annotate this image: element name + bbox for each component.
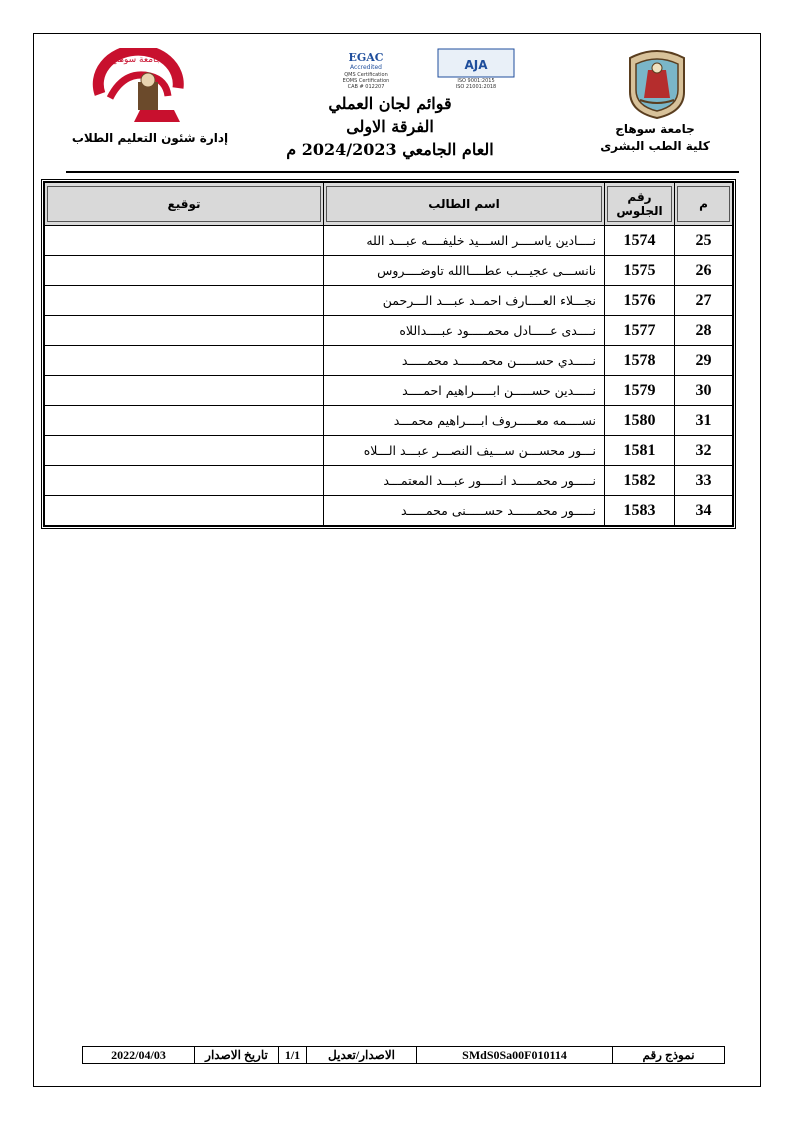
sohag-student-affairs-logo xyxy=(80,48,198,126)
row-seat-number: 1580 xyxy=(605,406,675,436)
row-signature-cell[interactable] xyxy=(45,406,324,436)
row-seat-number: 1575 xyxy=(605,256,675,286)
table-row xyxy=(45,316,733,346)
row-index: 25 xyxy=(675,226,733,256)
footer-revision-value: 1/1 xyxy=(278,1047,306,1063)
table-row xyxy=(45,436,733,466)
table-row xyxy=(45,226,733,256)
row-student-name: نـــــدين حســـــن ابـــــراهيم احمــــد xyxy=(324,376,605,406)
table-row xyxy=(45,346,733,376)
row-seat-number: 1578 xyxy=(605,346,675,376)
row-student-name: نــــادين ياســــر الســـيد خليفــــه عبـــد الله xyxy=(324,226,605,256)
row-seat-number: 1576 xyxy=(605,286,675,316)
row-student-name: نـــــدي حســـــن محمــــــد محمـــــد xyxy=(324,346,605,376)
row-index: 29 xyxy=(675,346,733,376)
row-seat-number: 1579 xyxy=(605,376,675,406)
row-index: 27 xyxy=(675,286,733,316)
row-seat-number: 1582 xyxy=(605,466,675,496)
svg-text:ISO 21001:2018: ISO 21001:2018 xyxy=(455,84,497,89)
row-seat-number: 1577 xyxy=(605,316,675,346)
header-signature: توقيع xyxy=(45,183,324,226)
svg-text:EOMS Certification: EOMS Certification xyxy=(342,78,390,84)
table-row xyxy=(45,286,733,316)
svg-text:ISO 9001:2015: ISO 9001:2015 xyxy=(457,78,495,84)
row-index: 28 xyxy=(675,316,733,346)
title-year-group: الفرقة الاولى xyxy=(346,117,434,136)
row-student-name: نـــــور محمــــــد حســـــنى محمـــــد xyxy=(324,496,605,526)
row-student-name: نــــدى عـــــادل محمـــــود عبــــداللاه xyxy=(324,316,605,346)
header-seat-number: رقم الجلوس xyxy=(605,183,675,226)
row-seat-number: 1581 xyxy=(605,436,675,466)
row-signature-cell[interactable] xyxy=(45,376,324,406)
form-footer xyxy=(82,1046,725,1064)
students-table xyxy=(41,179,736,529)
row-signature-cell[interactable] xyxy=(45,466,324,496)
row-signature-cell[interactable] xyxy=(45,256,324,286)
title-academic-year: العام الجامعي 2024/2023 م xyxy=(286,140,494,159)
header-index: م xyxy=(675,183,733,226)
row-student-name: نـــــور محمـــــد انـــــور عبـــد المعتمـــد xyxy=(324,466,605,496)
svg-text:AJA: AJA xyxy=(464,58,488,72)
row-index: 33 xyxy=(675,466,733,496)
table-row xyxy=(45,406,733,436)
row-signature-cell[interactable] xyxy=(45,496,324,526)
table-header-row xyxy=(45,183,733,226)
title-committees: قوائم لجان العملي xyxy=(328,94,452,113)
footer-revision-label: الاصدار/تعديل xyxy=(306,1047,416,1063)
sohag-university-crest xyxy=(626,48,688,120)
table-row xyxy=(45,376,733,406)
row-signature-cell[interactable] xyxy=(45,286,324,316)
row-index: 32 xyxy=(675,436,733,466)
row-index: 31 xyxy=(675,406,733,436)
row-signature-cell[interactable] xyxy=(45,316,324,346)
row-student-name: نـــور محســـن ســـيف النصـــر عبـــد الـــلاه xyxy=(324,436,605,466)
table-row xyxy=(45,496,733,526)
row-signature-cell[interactable] xyxy=(45,436,324,466)
row-signature-cell[interactable] xyxy=(45,226,324,256)
row-index: 26 xyxy=(675,256,733,286)
row-index: 30 xyxy=(675,376,733,406)
header-divider xyxy=(66,171,739,173)
row-seat-number: 1583 xyxy=(605,496,675,526)
footer-form-number: SMdS0Sa00F010114 xyxy=(416,1047,612,1063)
table-row xyxy=(45,466,733,496)
row-student-name: نجـــلاء العــــارف احمــد عبـــد الـــرحمن xyxy=(324,286,605,316)
university-name: جامعة سوهاج xyxy=(615,122,695,136)
svg-text:Accredited: Accredited xyxy=(350,64,382,71)
row-student-name: نانســـى عجيـــب عطــــاالله تاوضــــروس xyxy=(324,256,605,286)
svg-text:QMS Certification: QMS Certification xyxy=(344,72,388,78)
row-index: 34 xyxy=(675,496,733,526)
row-student-name: نســــمه معـــــروف ابــــراهيم محمـــد xyxy=(324,406,605,436)
footer-form-label: نموذج رقم xyxy=(612,1047,724,1063)
footer-date-label: تاريخ الاصدار xyxy=(194,1047,278,1063)
header-student-name: اسم الطالب xyxy=(324,183,605,226)
table-row xyxy=(45,256,733,286)
svg-text:EGAC: EGAC xyxy=(348,51,384,64)
row-seat-number: 1574 xyxy=(605,226,675,256)
university-block xyxy=(560,121,750,155)
certification-badges xyxy=(316,47,528,89)
footer-date-value: 2022/04/03 xyxy=(111,1047,166,1062)
row-signature-cell[interactable] xyxy=(45,346,324,376)
svg-text:CAB # 012207: CAB # 012207 xyxy=(347,84,385,89)
document-titles xyxy=(240,92,540,161)
faculty-name: كلية الطب البشرى xyxy=(600,139,710,153)
left-logo-text: جامعة سوهاج xyxy=(110,55,162,65)
student-affairs-label: إدارة شئون التعليم الطلاب xyxy=(71,131,229,145)
